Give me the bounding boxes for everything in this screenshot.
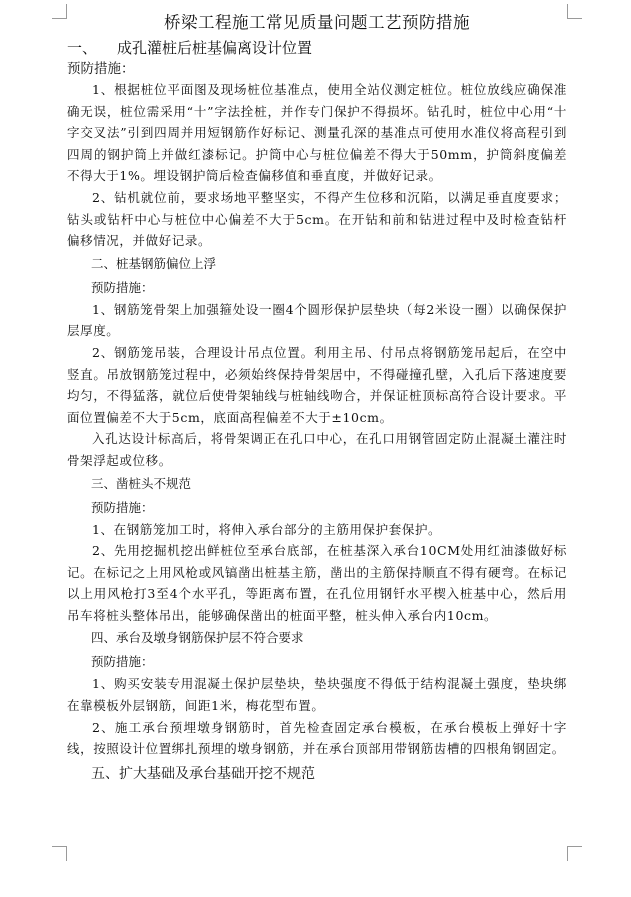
paragraph: 2、钢筋笼吊装，合理设计吊点位置。利用主吊、付吊点将钢筋笼吊起后，在空中竖直。吊放钢筋笼过程中，必须始终保持骨架居中，不得碰撞孔壁，入孔后下落速度要均匀，不得猛落，就位后使骨架轴线与桩轴线吻合，并保证桩顶标高符合设计要求。平面位置偏差不大于5cm，底面高程偏差不大于±10cm。 — [67, 344, 567, 425]
paragraph: 1、根据桩位平面图及现场桩位基准点，使用全站仪测定桩位。桩位放线应确保准确无误，桩位需采用“十”字法拴桩，并作专门保护不得损坏。钻孔时，桩位中心用“十字交叉法”引到四周并用短钢筋作好标记、测量孔深的基准点可使用水准仪将高程引到四周的钢护筒上并做红漆标记。护筒中心与桩位偏差不得大于50mm，护筒斜度偏差不得大于1%。埋设钢护筒后检查偏移值和垂直度，并做好记录。 — [67, 82, 567, 184]
section-1-number: 一、 — [67, 39, 98, 57]
paragraph: 1、购买安装专用混凝土保护层垫块，垫块强度不得低于结构混凝土强度，垫块绑在靠模板外层钢筋，间距1米，梅花型布置。 — [67, 676, 567, 714]
page-corner-mark-top-left — [52, 4, 67, 19]
paragraph: 1、钢筋笼骨架上加强箍处设一圈4个圆形保护层垫块（每2米设一圈）以确保保护层厚度。 — [67, 301, 567, 339]
paragraph: 入孔达设计标高后，将骨架调正在孔口中心，在孔口用钢管固定防止混凝土灌注时骨架浮起或位移。 — [67, 431, 567, 468]
paragraph: 2、施工承台预埋墩身钢筋时，首先检查固定承台模板，在承台模板上弹好十字线，按照设计位置绑扎预埋的墩身钢筋，并在承台顶部用带钢筋齿槽的四根角钢固定。 — [67, 719, 567, 757]
section-4-label: 预防措施： — [91, 654, 154, 670]
section-2-label: 预防措施： — [91, 279, 154, 295]
page-corner-mark-top-right — [567, 4, 582, 19]
page-corner-mark-bottom-left — [52, 846, 67, 861]
paragraph: 2、先用挖掘机挖出鲜桩位至承台底部，在桩基深入承台10CM处用红油漆做好标记。在标记之上用风枪或风镐凿出桩基主筋，凿出的主筋保持顺直不得有硬弯。在标记以上用风枪打3至4个水平孔，等距离布置，在孔位用钢钎水平楔入桩基中心，然后用吊车将桩头整体吊出，能够确保凿出的桩面平整，桩头伸入承台内10cm。 — [67, 543, 567, 623]
section-3-heading: 三、凿桩头不规范 — [91, 475, 192, 491]
section-1-label: 预防措施： — [67, 61, 135, 77]
page-corner-mark-bottom-right — [567, 846, 582, 861]
section-4-heading: 四、承台及墩身钢筋保护层不符合要求 — [91, 630, 304, 646]
paragraph: 1、在钢筋笼加工时，将伸入承台部分的主筋用保护套保护。 — [92, 521, 442, 537]
section-3-label: 预防措施： — [91, 499, 154, 515]
section-1-heading — [67, 37, 567, 59]
section-2-heading: 二、桩基钢筋偏位上浮 — [91, 255, 217, 271]
document-title: 桥梁工程施工常见质量问题工艺预防措施 — [164, 13, 470, 32]
paragraph: 2、钻机就位前，要求场地平整坚实，不得产生位移和沉陷，以满足垂直度要求；钻头或钻杆中心与桩位中心偏差不大于5cm。在开钻和前和钻进过程中及时检查钻杆偏移情况，并做好记录。 — [67, 189, 567, 249]
section-1-heading-text: 成孔灌桩后桩基偏离设计位置 — [117, 39, 313, 57]
document-page — [67, 8, 567, 786]
section-5-heading: 五、扩大基础及承台基础开挖不规范 — [91, 765, 315, 782]
